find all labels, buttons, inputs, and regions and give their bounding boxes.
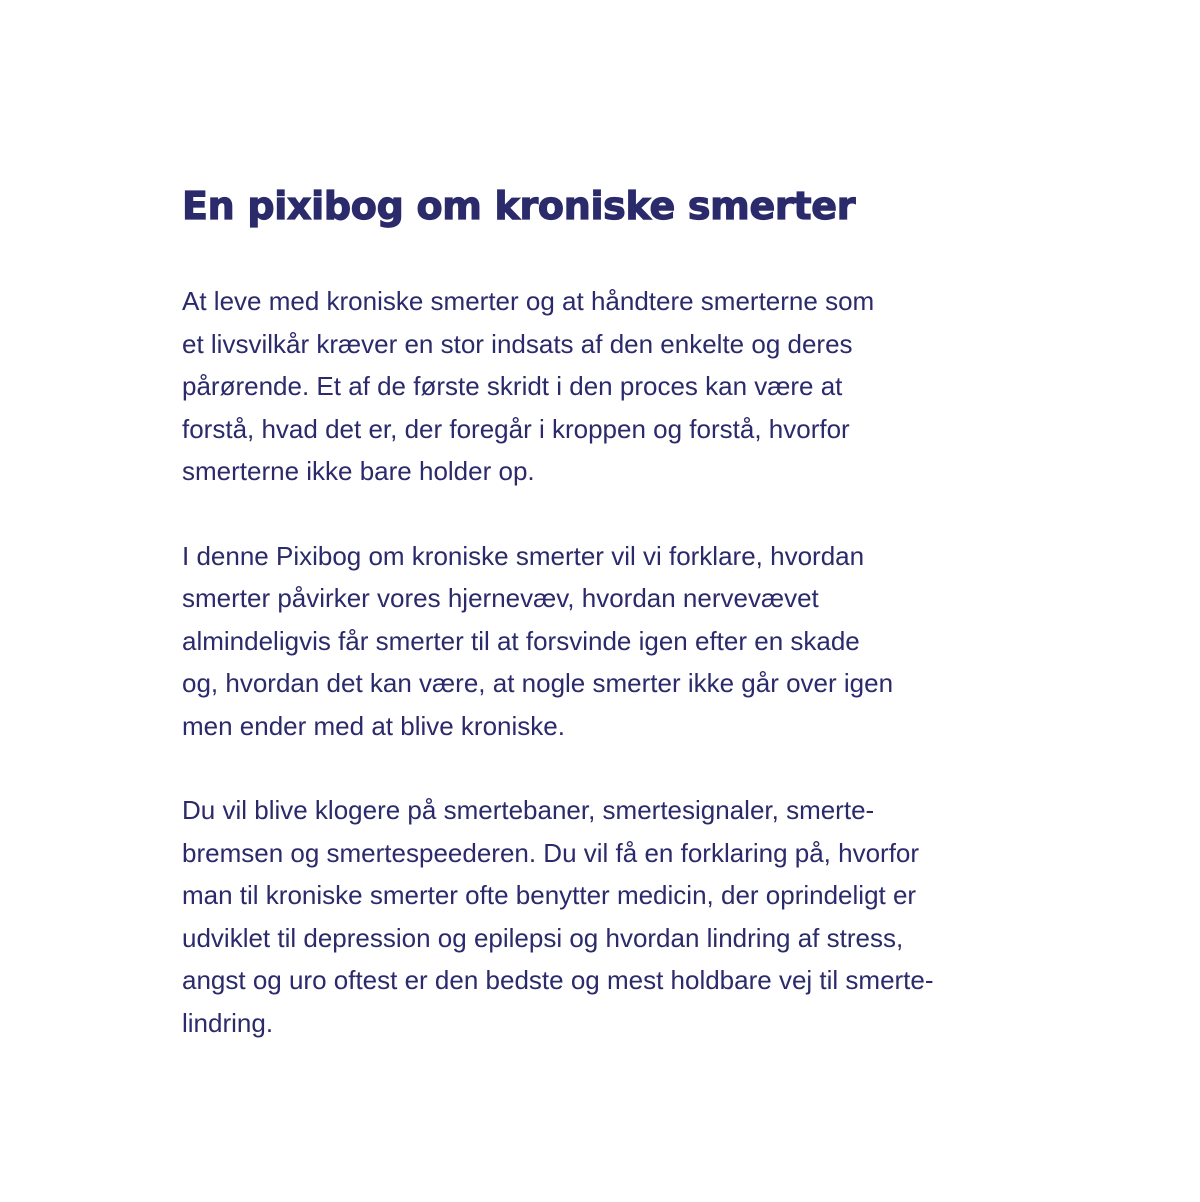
text-line: smerterne ikke bare holder op. <box>182 456 535 486</box>
text-line: angst og uro oftest er den bedste og mest holdbare vej til smerte- <box>182 965 934 995</box>
text-line: pårørende. Et af de første skridt i den proces kan være at <box>182 371 843 401</box>
text-line: og, hvordan det kan være, at nogle smerter ikke går over igen <box>182 668 894 698</box>
text-line: almindeligvis får smerter til at forsvinde igen efter en skade <box>182 625 860 656</box>
text-line: man til kroniske smerter ofte benytter medicin, der oprindeligt er <box>182 880 917 910</box>
document-body <box>182 280 1082 1044</box>
document-page <box>182 180 1082 1086</box>
text-line: smerter påvirker vores hjernevæv, hvordan nervevævet <box>182 583 819 613</box>
text-line: forstå, hvad det er, der foregår i kroppen og forstå, hvorfor <box>182 413 850 444</box>
paragraph-intro <box>182 280 1082 493</box>
text-line: et livsvilkår kræver en stor indsats af den enkelte og deres <box>182 328 853 359</box>
text-line: udviklet til depression og epilepsi og hvordan lindring af stress, <box>182 922 904 953</box>
text-line: bremsen og smertespeederen. Du vil få en forklaring på, hvorfor <box>182 837 920 868</box>
text-line: Du vil blive klogere på smertebaner, smertesignaler, smerte- <box>182 795 875 825</box>
text-line: men ender med at blive kroniske. <box>182 710 565 741</box>
paragraph-purpose <box>182 535 1082 748</box>
text-line: lindring. <box>182 1007 274 1038</box>
text-line: At leve med kroniske smerter og at håndtere smerterne som <box>182 286 875 316</box>
paragraph-topics <box>182 789 1082 1044</box>
text-line: I denne Pixibog om kroniske smerter vil vi forklare, hvordan <box>182 540 865 571</box>
page-title: En pixibog om kroniske smerter <box>182 184 856 228</box>
